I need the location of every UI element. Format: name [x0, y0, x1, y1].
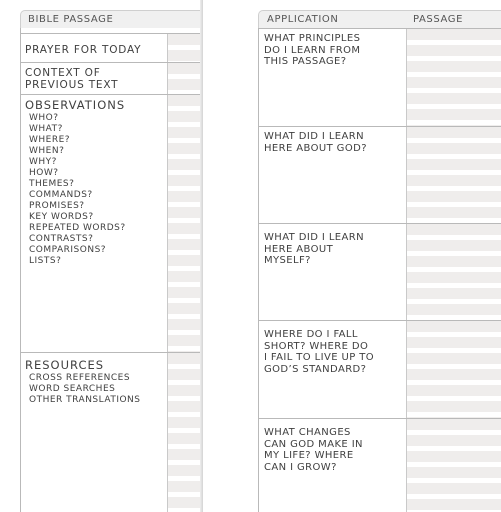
resources-section — [21, 352, 202, 512]
observation-prompt: WHEN? — [29, 146, 65, 156]
observation-prompt: REPEATED WORDS? — [29, 223, 126, 233]
resource-item: OTHER TRANSLATIONS — [29, 395, 141, 405]
application-header — [258, 10, 501, 28]
observations-list — [25, 113, 126, 267]
prayer-section — [21, 33, 202, 62]
question-1 — [259, 28, 501, 126]
observation-prompt: THEMES? — [29, 179, 75, 189]
prayer-label: PRAYER FOR TODAY — [25, 44, 142, 56]
context-label-2: PREVIOUS TEXT — [25, 79, 119, 91]
observation-prompt: WHAT? — [29, 124, 63, 134]
observation-prompt: COMPARISONS? — [29, 245, 107, 255]
question-2 — [259, 126, 501, 223]
observation-prompt: PROMISES? — [29, 201, 85, 211]
observations-title: OBSERVATIONS — [25, 98, 126, 112]
bible-passage-header — [20, 10, 202, 28]
left-frame — [20, 28, 202, 512]
question-4 — [259, 320, 501, 418]
question-3 — [259, 223, 501, 320]
resources-list — [25, 373, 141, 406]
observation-prompt: WHO? — [29, 113, 59, 123]
observation-prompt: COMMANDS? — [29, 190, 93, 200]
observation-prompt: LISTS? — [29, 256, 62, 266]
observation-prompt: HOW? — [29, 168, 59, 178]
resource-item: WORD SEARCHES — [29, 384, 116, 394]
observation-prompt: WHY? — [29, 157, 57, 167]
resources-title: RESOURCES — [25, 358, 105, 372]
question-1-text: WHAT PRINCIPLES DO I LEARN FROM THIS PASSAGE? — [264, 33, 361, 67]
question-3-text: WHAT DID I LEARN HERE ABOUT MYSELF? — [264, 232, 364, 266]
question-2-text: WHAT DID I LEARN HERE ABOUT GOD? — [264, 131, 367, 154]
passage-label: PASSAGE — [413, 14, 464, 25]
observation-prompt: CONTRASTS? — [29, 234, 94, 244]
context-label-1: CONTEXT OF — [25, 67, 101, 79]
application-label: APPLICATION — [267, 14, 339, 25]
left-page — [0, 0, 202, 512]
question-5 — [259, 418, 501, 512]
question-5-text: WHAT CHANGES CAN GOD MAKE IN MY LIFE? WHERE CAN I GROW? — [264, 427, 363, 473]
observations-section — [21, 94, 202, 352]
context-section — [21, 62, 202, 94]
right-frame — [258, 28, 501, 512]
question-4-text: WHERE DO I FALL SHORT? WHERE DO I FAIL TO LIVE UP TO GOD’S STANDARD? — [264, 329, 375, 375]
right-page — [203, 0, 501, 512]
bible-passage-label: BIBLE PASSAGE — [28, 14, 114, 25]
resource-item: CROSS REFERENCES — [29, 373, 131, 383]
observation-prompt: KEY WORDS? — [29, 212, 94, 222]
observation-prompt: WHERE? — [29, 135, 71, 145]
